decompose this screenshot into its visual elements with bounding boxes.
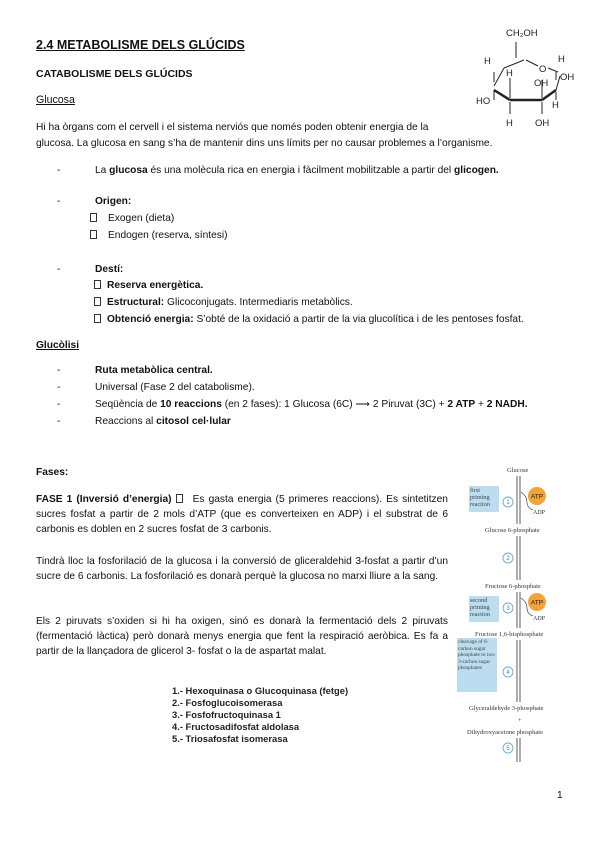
- step-number: 2: [506, 556, 510, 563]
- checkbox-icon: [90, 230, 97, 239]
- checkbox-icon: [94, 314, 101, 323]
- step-number: 5: [506, 746, 510, 753]
- bullet-dash: -: [57, 165, 61, 176]
- desti-item-3: Obtenció energia: S’obté de la oxidació a partir de la via glucolítica i de les pentoses fosfat.: [94, 312, 524, 327]
- molecule-atom: OH: [534, 78, 549, 89]
- plus-sign: +: [518, 717, 522, 724]
- reaction-box-4-text: cleavage of 6-carbon sugar phosphate to two 3-carbon sugar phosphates: [458, 639, 495, 671]
- glucolisi-bullet: - Reaccions al citosol cel·lular: [57, 416, 231, 427]
- adp-label: ADP: [533, 616, 546, 622]
- glucosa-heading: Glucosa: [36, 94, 75, 106]
- molecule-atom: OH: [560, 72, 575, 83]
- enzyme-item: 1.- Hexoquinasa o Glucoquinasa (fetge): [172, 685, 349, 696]
- step-number: 3: [506, 606, 510, 613]
- section-title: CATABOLISME DELS GLÚCIDS: [36, 68, 193, 80]
- atp-label: ATP: [530, 599, 544, 607]
- glucosa-para-line1: Hi ha òrgans com el cervell i el sistema nerviós que només poden obtenir energia de la: [36, 122, 429, 133]
- enzyme-item: 2.- Fosfoglucoisomerasa: [172, 697, 283, 708]
- molecule-bond: [504, 60, 524, 68]
- origen-item: Endogen (reserva, síntesi): [90, 228, 227, 243]
- molecule-atom: H: [558, 54, 565, 65]
- desti-label: - Destí:: [57, 264, 124, 275]
- molecule-atom: H: [552, 100, 559, 111]
- molecule-atom: HO: [476, 96, 491, 107]
- metabolite-gap: Glyceraldehyde 3-phosphate: [469, 705, 544, 712]
- molecule-bond: [542, 90, 556, 100]
- molecule-bond: [494, 68, 504, 86]
- desti-item-1: Reserva energètica.: [94, 278, 203, 293]
- checkbox-icon: [94, 297, 101, 306]
- desti-item-2: Estructural: Glicoconjugats. Intermediaris metabòlics.: [94, 295, 353, 310]
- glucolisi-bullet: - Universal (Fase 2 del catabolisme).: [57, 382, 255, 393]
- fases-heading: Fases:: [36, 467, 69, 478]
- checkbox-icon: [90, 213, 97, 222]
- fase1-para-3: Els 2 piruvats s’oxiden si hi ha oxigen, sinó es donarà la fermentació dels 2 piruvats (fermentació làctica) però donarà menys energia que fent la respiració aeròbica. Es fa a partir de la llançadora de glicerol 3- fosfat o la de aspartat malat.: [36, 616, 448, 657]
- molecule-atom: OH: [535, 118, 550, 129]
- glycolysis-pathway-figure: [455, 462, 590, 762]
- glucose-molecule: [468, 20, 588, 132]
- atp-label: ATP: [530, 493, 544, 501]
- adp-label: ADP: [533, 510, 546, 516]
- enzyme-item: 4.- Fructosadifosfat aldolasa: [172, 721, 300, 732]
- glucolisi-heading: Glucòlisi: [36, 340, 80, 351]
- glucosa-bullet-1: - La glucosa és una molècula rica en energia i fàcilment mobilitzable a partir del glicogen.: [57, 165, 499, 176]
- molecule-atom: H: [506, 68, 513, 79]
- molecule-bond: [526, 60, 538, 66]
- molecule-bond: [494, 90, 510, 100]
- molecule-ch2oh: CH₂OH: [506, 28, 538, 39]
- checkbox-icon: [176, 494, 183, 503]
- glucosa-para-line2: glucosa. La glucosa en sang s’ha de mantenir dins uns límits per no causar problemes a l’organisme.: [36, 138, 493, 149]
- fase1-paragraph: FASE 1 (Inversió d’energia) Es gasta energia (5 primeres reaccions). Es sintetitzen sucres fosfat a partir de 2 mols d’ATP (que es converteixen en ADP) i el substrat de 6 carbonis es doblen en 2 sucres fosfat de 3 carbonis.: [36, 494, 448, 535]
- origen-item: Exogen (dieta): [90, 211, 174, 226]
- glucolisi-bullet: - Seqüència de 10 reaccions (en 2 fases): 1 Glucosa (6C) ⟶ 2 Piruvat (3C) + 2 ATP + 2 NADH.: [57, 399, 528, 410]
- metabolite-g6p: Glucose 6-phosphate: [485, 527, 540, 534]
- enzyme-item: 5.- Triosafosfat isomerasa: [172, 733, 288, 744]
- reaction-box-1-text: first priming reaction: [470, 487, 490, 508]
- page-number: 1: [557, 790, 563, 801]
- molecule-atom: H: [506, 118, 513, 129]
- metabolite-f6p: Fructose 6-phosphate: [485, 583, 541, 590]
- checkbox-icon: [94, 280, 101, 289]
- metabolite-dhap: Dihydroxyacetone phosphate: [467, 729, 543, 736]
- enzyme-list: [172, 685, 348, 745]
- metabolite-glucose: Glucose: [507, 467, 529, 474]
- origen-label: - Origen:: [57, 196, 132, 207]
- metabolite-f16bp: Fructose 1,6-bisphosphate: [475, 631, 544, 638]
- step-number: 4: [506, 670, 510, 677]
- molecule-bond: [548, 68, 558, 72]
- step-number: 1: [506, 500, 510, 507]
- reaction-box-3-text: second priming reaction: [470, 597, 490, 618]
- page-title: 2.4 METABOLISME DELS GLÚCIDS: [36, 38, 245, 52]
- glucolisi-bullet: - Ruta metabòlica central.: [57, 365, 213, 376]
- fase1-para-2: Tindrà lloc la fosforilació de la glucosa i la conversió de gliceraldehid 3-fosfat a partir d’un sucre de 6 carbonis. La fosforilació es donarà perquè la glucosa no marxi lliure a la sang.: [36, 556, 448, 582]
- molecule-atom: H: [484, 56, 491, 67]
- molecule-atom: O: [539, 64, 547, 75]
- enzyme-item: 3.- Fosfofructoquinasa 1: [172, 709, 281, 720]
